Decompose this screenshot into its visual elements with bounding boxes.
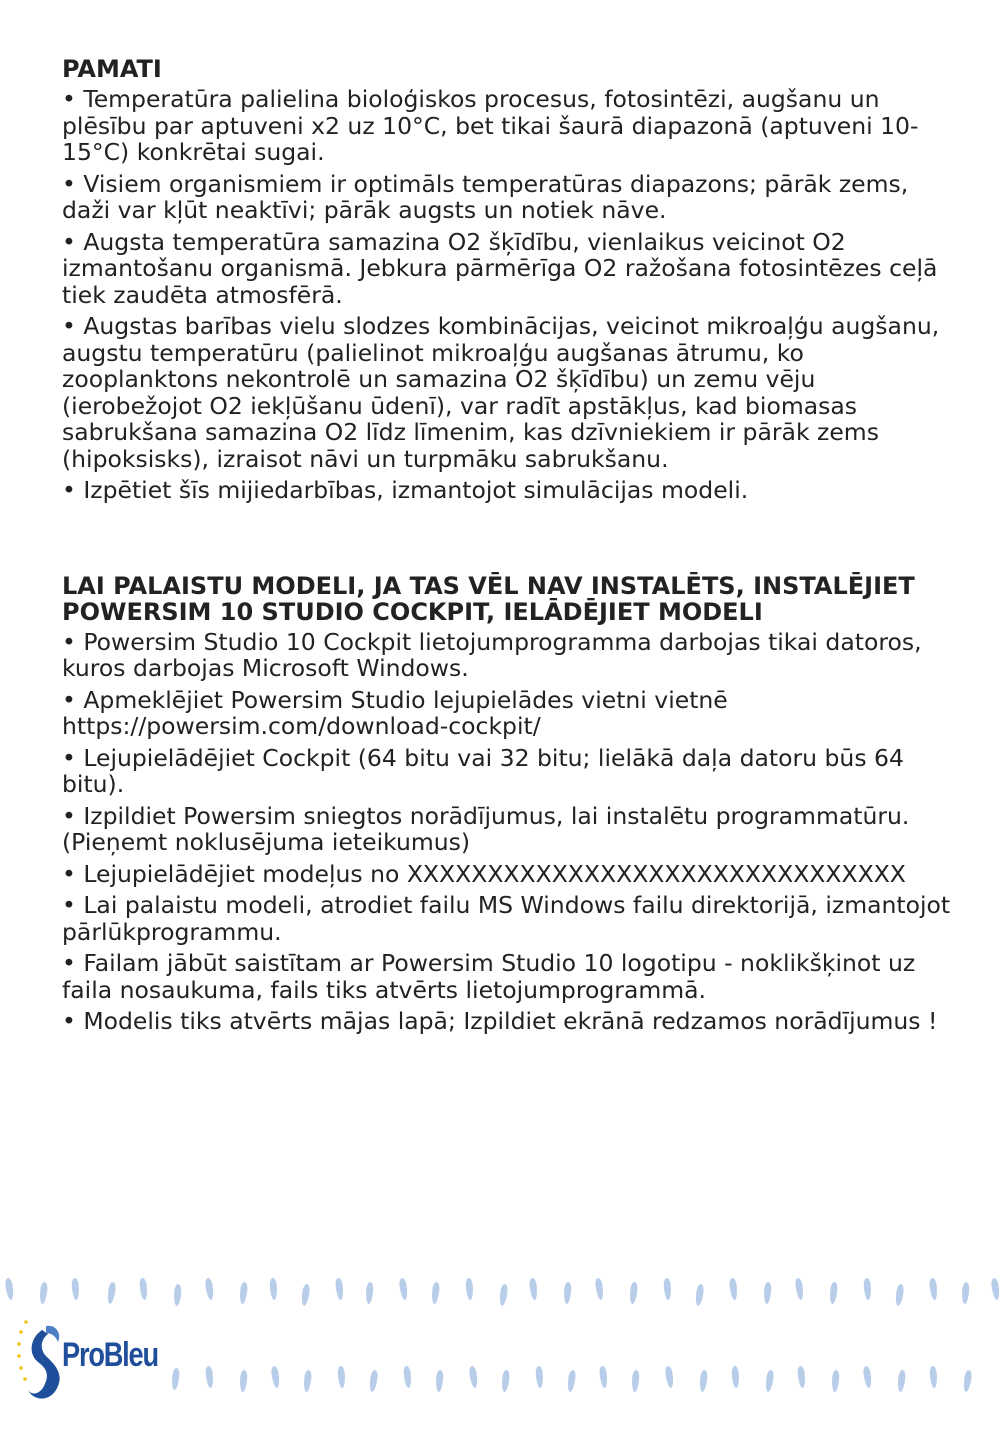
bullet-item: • Visiem organismiem ir optimāls temperatūras diapazons; pārāk zems, daži var kļūt neaktīvi; pārāk augsts un notiek nāve. [62,169,909,224]
bullet-item: • Lejupielādējiet Cockpit (64 bitu vai 32 bitu; lielākā daļa datoru būs 64 bitu). [62,743,904,798]
water-drop-icon [729,1278,738,1301]
water-drop-icon [863,1366,873,1389]
water-drop-icon [469,1366,479,1389]
water-drop-icon [239,1282,248,1305]
water-drop-icon [399,1278,409,1301]
water-drop-icon [71,1278,80,1300]
logo-text: ProBleu [62,1336,158,1374]
water-drop-icon [765,1370,775,1393]
water-drop-icon [599,1366,608,1389]
water-drop-icon [335,1278,344,1301]
water-drop-icon [963,1370,973,1393]
water-drop-icon [595,1278,605,1301]
water-drop-icon [239,1370,248,1392]
bullet-item: • Izpildiet Powersim sniegtos norādījumus, lai instalētu programmatūru. (Pieņemt noklusējuma ieteikumus) [62,801,910,856]
water-drop-icon [895,1284,905,1307]
bullet-item: • Augstas barības vielu slodzes kombinācijas, veicinot mikroaļģu augšanu, augstu temperatūru (palielinot mikroaļģu augšanas ātrumu, ko zooplanktons nekontrolē un samazina O2 šķīdību) un zemu vēju (ierobežojot O2 iekļūšanu ūdenī), var radīt apstākļus, kad biomasas sabrukšana samazina O2 līdz līmenim, kas dzīvniekiem ir pārāk zems (hipoksisks), izraisot nāvi un turpmāku sabrukšanu. [62,312,940,473]
water-drop-icon [695,1284,705,1307]
water-drop-icon [795,1278,805,1301]
water-drop-icon [665,1366,675,1389]
section-title-basics: PAMATI [62,55,162,83]
water-drop-icon [929,1366,938,1388]
section-title-install: LAI PALAISTU MODELI, JA TAS VĒL NAV INSTALĒTS, INSTALĒJIET POWERSIM 10 STUDIO COCKPIT, IELĀDĒJIET MODELI [62,571,915,626]
water-drop-icon [39,1282,48,1305]
water-drop-icon [171,1368,180,1391]
eu-stars-icon [17,1320,28,1381]
water-drop-icon [369,1370,379,1393]
water-drop-icon [831,1370,840,1392]
bullet-item: • Lejupielādējiet modeļus no XXXXXXXXXXXXXXXXXXXXXXXXXXXXXXX [62,859,906,888]
bullet-item: • Modelis tiks atvērts mājas lapā; Izpildiet ekrānā redzamos norādījumus ! [62,1007,938,1035]
water-drop-icon [535,1366,544,1388]
water-drop-icon [499,1284,509,1307]
water-drop-icon [629,1282,638,1305]
water-drop-icon [529,1278,538,1301]
water-drop-icon [863,1278,872,1300]
water-drop-icon [631,1370,640,1392]
page-content [62,56,962,1040]
water-drop-icon [139,1278,148,1301]
water-drop-icon [173,1284,182,1306]
water-drop-icon [301,1284,311,1307]
water-drop-icon [731,1366,740,1388]
water-drop-icon [699,1370,708,1393]
water-drop-icon [337,1366,346,1388]
water-drop-icon [829,1282,838,1305]
water-drop-icon [563,1282,572,1304]
water-drop-icon [403,1366,412,1389]
water-drop-icon [205,1366,214,1389]
water-drop-icon [929,1278,938,1301]
water-drop-icon [5,1278,15,1301]
water-drop-icon [897,1370,906,1393]
water-drop-icon [107,1282,117,1305]
water-drop-icon [303,1370,312,1393]
bullet-item: • Temperatūra palielina bioloģiskos procesus, fotosintēzi, augšanu un plēsību par aptuveni x2 uz 10°C, bet tikai šaurā diapazonā (aptuveni 10-15°C) konkrētai sugai. [62,85,919,166]
water-drop-icon [269,1278,278,1300]
section-spacer [62,509,962,573]
water-drop-icon [991,1278,1000,1301]
bullet-item: • Powersim Studio 10 Cockpit lietojumprogramma darbojas tikai datoros, kuros darbojas Microsoft Windows. [62,627,922,682]
water-drop-icon [271,1366,281,1389]
bullet-item: • Lai palaistu modeli, atrodiet failu MS Windows failu direktorijā, izmantojot pārlūkprogrammu. [62,891,951,946]
bullet-item: • Augsta temperatūra samazina O2 šķīdību, vienlaikus veicinot O2 izmantošanu organismā. Jebkura pārmērīga O2 ražošana fotosintēzes ceļā tiek zaudēta atmosfērā. [62,227,938,309]
water-drop-icon [435,1370,444,1392]
water-drop-icon [797,1366,806,1389]
bullet-item: • Apmeklējiet Powersim Studio lejupielādes vietni vietnē https://powersim.com/download-cockpit/ [62,685,728,740]
water-drop-icon [205,1278,215,1301]
water-drop-icon [465,1278,474,1300]
water-drop-icon [961,1282,970,1304]
bullet-item: • Failam jābūt saistītam ar Powersim Studio 10 logotipu - noklikšķinot uz faila nosaukuma, fails tiks atvērts lietojumprogrammā. [62,949,916,1004]
water-drop-icon [431,1282,440,1305]
water-drop-icon [763,1282,772,1304]
water-drop-icon [365,1282,374,1304]
water-drop-icon [501,1370,510,1393]
water-drop-row-top [0,1276,1000,1316]
water-drop-icon [567,1370,577,1393]
bullet-item: • Izpētiet šīs mijiedarbības, izmantojot simulācijas modeli. [62,476,749,504]
water-drop-icon [663,1278,672,1300]
